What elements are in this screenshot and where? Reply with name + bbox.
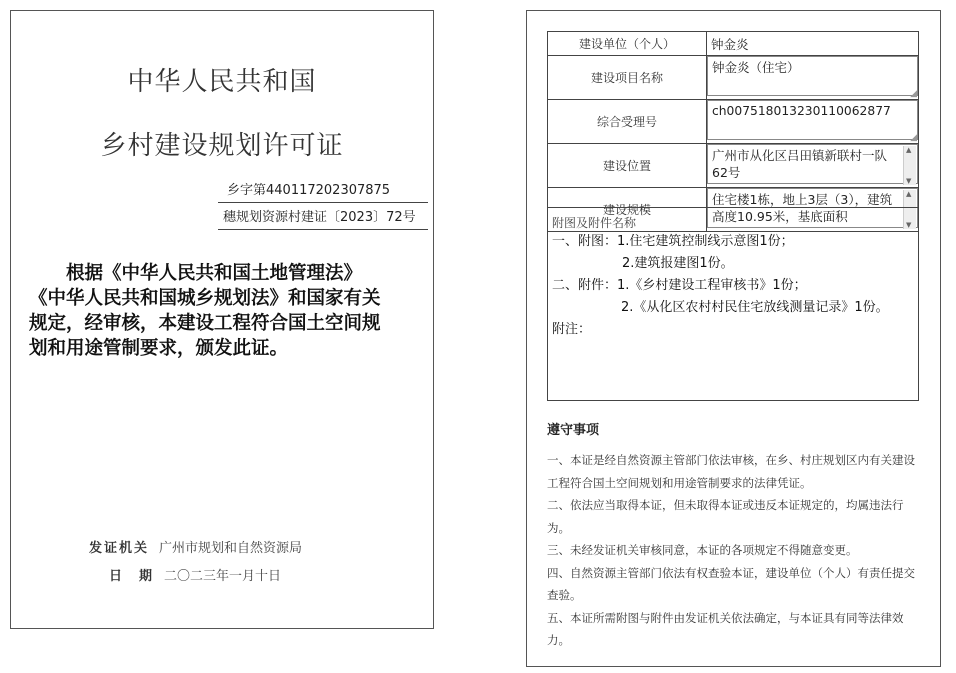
attachment-line: 2.建筑报建图1份。 — [622, 256, 734, 271]
project-info-table — [547, 31, 919, 232]
attachment-line: 2.《从化区农村村民住宅放线测量记录》1份。 — [621, 300, 889, 315]
statement-line: 《中华人民共和国城乡规划法》和国家有关 — [29, 288, 381, 309]
field-label: 建设规模 — [548, 188, 707, 232]
attachment-line: 二、附件：1.《乡村建设工程审核书》1份； — [552, 278, 807, 293]
divider — [218, 202, 428, 203]
issuer-row — [89, 537, 302, 556]
applicant-field[interactable] — [707, 34, 918, 53]
field-label: 综合受理号 — [548, 100, 707, 144]
table-row — [548, 144, 919, 188]
note-item: 二、依法应当取得本证，但未取得本证或违反本证规定的，均属违法行为。 — [547, 498, 904, 535]
attachments-box — [547, 207, 919, 401]
note-item: 三、未经发证机关审核同意，本证的各项规定不得随意变更。 — [547, 543, 858, 557]
issuer-label: 发证机关 — [89, 541, 150, 556]
project-name-field[interactable] — [707, 56, 918, 96]
note-item: 一、本证是经自然资源主管部门依法审核，在乡、村庄规划区内有关建设工程符合国土空间规划和用途管制要求的法律凭证。 — [547, 453, 915, 490]
table-row — [548, 100, 919, 144]
field-label: 建设单位（个人） — [548, 32, 707, 56]
remarks-label: 附注： — [552, 322, 592, 337]
resize-grip-icon[interactable]: ◢ — [910, 133, 917, 143]
permit-front-page — [10, 10, 434, 629]
field-label: 建设项目名称 — [548, 56, 707, 100]
attachment-line: 一、附图：1.住宅建筑控制线示意图1份； — [552, 234, 794, 249]
notes-list — [547, 449, 925, 652]
resize-grip-icon[interactable]: ◢ — [910, 89, 917, 99]
certificate-number: 穗规划资源村建证〔2023〕72号 — [223, 210, 416, 225]
acceptance-number-field[interactable] — [707, 100, 918, 140]
date-label: 日 期 — [109, 569, 155, 584]
issue-date-row — [109, 565, 281, 584]
statement-line: 根据《中华人民共和国土地管理法》 — [66, 263, 363, 284]
permit-title: 乡村建设规划许可证 — [100, 131, 344, 161]
scrollbar[interactable] — [903, 146, 916, 185]
table-row — [548, 32, 919, 56]
permit-number: 乡字第440117202307875 — [227, 183, 391, 198]
location-field[interactable] — [707, 144, 918, 184]
field-label: 建设位置 — [548, 144, 707, 188]
permit-statement — [29, 261, 419, 361]
statement-line: 划和用途管制要求，颁发此证。 — [29, 338, 289, 359]
note-item: 五、本证所需附图与附件由发证机关依法确定，与本证具有同等法律效力。 — [547, 610, 904, 647]
notes-title: 遵守事项 — [547, 423, 600, 438]
table-row — [548, 56, 919, 100]
country-title: 中华人民共和国 — [127, 67, 317, 97]
date-value: 二〇二三年一月十日 — [164, 569, 282, 584]
issuer-value: 广州市规划和自然资源局 — [159, 541, 303, 556]
note-item: 四、自然资源主管部门依法有权查验本证，建设单位（个人）有责任提交查验。 — [547, 565, 915, 602]
divider — [218, 229, 428, 230]
permit-detail-page — [526, 10, 941, 667]
statement-line: 规定，经审核，本建设工程符合国土空间规 — [29, 313, 381, 334]
attachments-title: 附图及附件名称 — [552, 216, 637, 230]
